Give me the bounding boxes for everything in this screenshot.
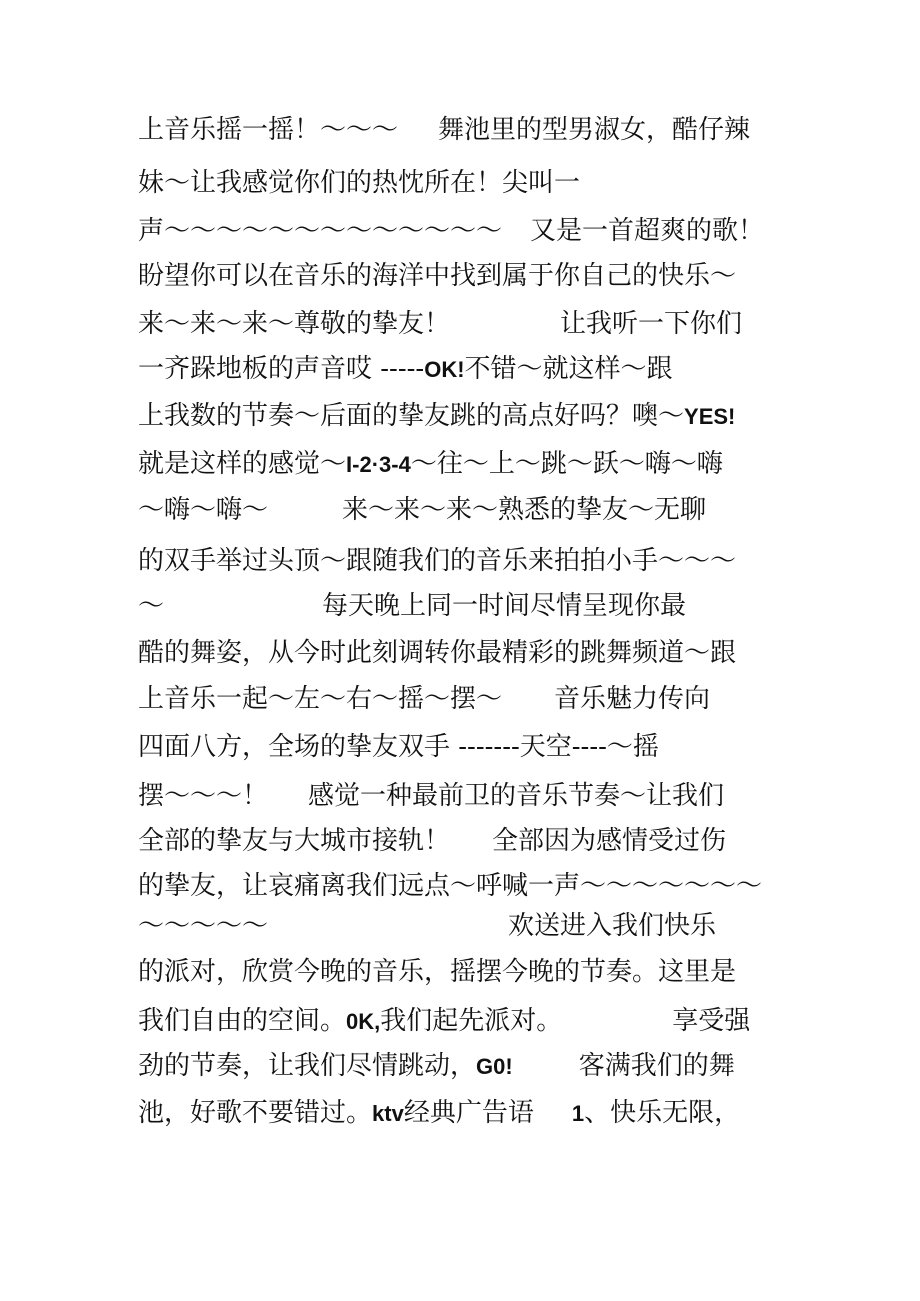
text-span: 我们自由的空间。 <box>138 1006 347 1036</box>
text-span: OK! <box>424 357 465 382</box>
text-span: 来～来～来～尊敬的挚友！ <box>138 309 451 339</box>
text-span: 0K, <box>346 1009 381 1034</box>
text-line <box>138 956 736 988</box>
text-line <box>138 910 716 942</box>
text-line <box>138 494 706 526</box>
text-span: 享受强 <box>672 1006 751 1036</box>
text-line <box>138 780 724 812</box>
text-span: 就是这样的感觉～ <box>138 449 347 479</box>
text-span: 的双手举过头顶～跟随我们的音乐来拍拍小手～～～ <box>138 546 737 576</box>
text-line <box>138 590 686 622</box>
text-span: 的派对，欣赏今晚的音乐，摇摆今晚的节奏。这里是 <box>138 957 737 987</box>
text-span: 全部的挚友与大城市接轨！ <box>138 826 451 856</box>
text-span: 全部因为感情受过伤 <box>492 826 727 856</box>
text-span: I-2·3-4 <box>346 452 411 477</box>
text-span: 劲的节奏，让我们尽情跳动， <box>138 1051 477 1081</box>
text-span: 音乐魅力传向 <box>554 684 711 714</box>
text-span: 上我数的节奏～后面的挚友跳的高点好吗？噢～ <box>138 401 685 431</box>
text-span: 上音乐一起～左～右～摇～摆～ <box>138 684 503 714</box>
text-span: ～ <box>138 591 165 621</box>
text-line <box>138 114 750 146</box>
text-line <box>138 637 736 669</box>
text-span: 不错～就这样～跟 <box>464 354 673 384</box>
text-span: 欢送进入我们快乐 <box>508 911 717 941</box>
text-span: 池，好歌不要错过。 <box>138 1098 373 1128</box>
text-span: 四面八方，全场的挚友双手 -------天空----～摇 <box>138 732 659 762</box>
text-span: 1 <box>571 1101 585 1126</box>
text-span: 每天晚上同一时间尽情呈现你最 <box>322 591 687 621</box>
text-span: 酷的舞姿，从今时此刻调转你最精彩的跳舞频道～跟 <box>138 638 737 668</box>
text-line <box>138 545 736 577</box>
text-line <box>138 1050 735 1083</box>
text-span: 经典广告语 <box>403 1098 534 1128</box>
text-line <box>138 683 710 715</box>
text-span: 一齐跺地板的声音哎 ----- <box>138 354 425 384</box>
text-line <box>138 260 736 292</box>
text-span: 上音乐摇一摇！～～～ <box>138 115 399 145</box>
text-line <box>138 400 735 433</box>
text-span: 让我听一下你们 <box>560 309 743 339</box>
text-span: 摆～～～！ <box>138 781 269 811</box>
text-span: 妹～让我感觉你们的热忱所在！尖叫一 <box>138 168 581 198</box>
text-span: YES! <box>684 404 736 429</box>
text-line <box>138 1005 750 1038</box>
text-span: 感觉一种最前卫的音乐节奏～让我们 <box>308 781 725 811</box>
text-span: ～嗨～嗨～ <box>138 495 269 525</box>
text-line <box>138 870 762 902</box>
text-span: 的挚友，让哀痛离我们远点～呼喊一声～～～～～～～ <box>138 871 763 901</box>
text-line <box>138 308 742 340</box>
text-span: 客满我们的舞 <box>578 1051 735 1081</box>
text-span: G0! <box>476 1054 513 1079</box>
text-span: 我们起先派对。 <box>380 1006 563 1036</box>
text-line <box>138 825 726 857</box>
text-line <box>138 353 673 386</box>
text-span: 、快乐无限， <box>584 1098 741 1128</box>
text-span: ～～～～～ <box>138 911 269 941</box>
text-span: ～往～上～跳～跃～嗨～嗨 <box>410 449 723 479</box>
text-line <box>138 731 659 763</box>
text-span: 声～～～～～～～～～～～～～ <box>138 216 503 246</box>
text-line <box>138 215 764 247</box>
text-line <box>138 1097 740 1130</box>
text-span: 又是一首超爽的歌！ <box>530 216 765 246</box>
text-span: 舞池里的型男淑女，酷仔辣 <box>438 115 751 145</box>
text-line <box>138 448 723 481</box>
text-span: ktv <box>372 1101 404 1126</box>
text-span: 来～来～来～熟悉的挚友～无聊 <box>342 495 707 525</box>
text-span: 盼望你可以在音乐的海洋中找到属于你自己的快乐～ <box>138 261 737 291</box>
text-line <box>138 167 580 199</box>
